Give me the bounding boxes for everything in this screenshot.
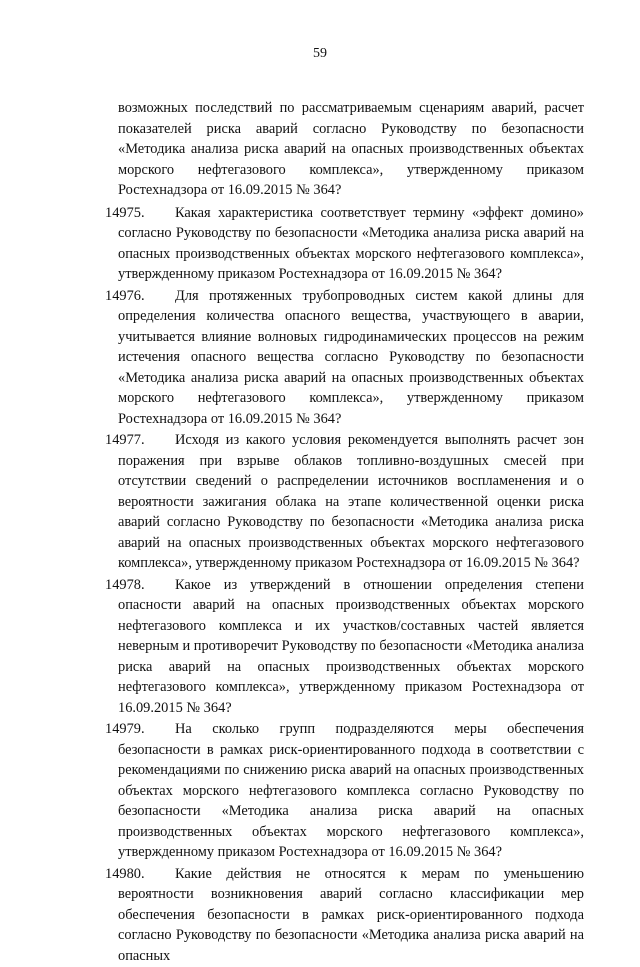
question-number: 14978. (105, 576, 145, 593)
continuation-paragraph: возможных последствий по рассматриваемым сценариям аварий, расчет показателей риска аварий согласно Руководству по безопасности «Методика анализа риска аварий на опасных производственных объектах морского нефтегазового комплекса», утвержденному приказом Ростехнадзора от 16.09.2015 № 364? (118, 100, 584, 198)
question-number: 14980. (105, 865, 145, 882)
question-text: Какие действия не относятся к мерам по уменьшению вероятности возникновения аварий согласно классификации мер обеспечения безопасности в рамках риск-ориентированного подхода согласно Руководству по безопасности «Методика анализа риска аварий на опасных (118, 865, 584, 964)
question-number: 14975. (105, 204, 145, 221)
question-item (105, 430, 584, 574)
question-text: Для протяженных трубопроводных систем какой длины для определения количества опасного вещества, участвующего в аварии, учитывается влияние волновых гидродинамических процессов на режим истечения опасного вещества согласно Руководству по безопасности «Методика анализа риска аварий на опасных производственных объектах морского нефтегазового комплекса», утвержденному приказом Ростехнадзора от 16.09.2015 № 364? (118, 287, 584, 427)
question-item (105, 575, 584, 719)
question-number: 14977. (105, 432, 145, 448)
question-text: Какое из утверждений в отношении определения степени опасности аварий на опасных производственных объектах морского нефтегазового комплекса и их участков/составных частей является неверным и противоречит Руководству по безопасности «Методика анализа риска аварий на опасных производственных объектах морского нефтегазового комплекса», утвержденному приказом Ростехнадзора от 16.09.2015 № 364? (118, 576, 584, 716)
question-number: 14976. (105, 287, 145, 304)
page-number: 59 (313, 46, 327, 61)
question-item (105, 864, 584, 967)
question-item (105, 286, 584, 430)
question-text: Какая характеристика соответствует термину «эффект домино» согласно Руководству по безопасности «Методика анализа риска аварий на опасных производственных объектах морского нефтегазового комплекса», утвержденному приказом Ростехнадзора от 16.09.2015 № 364? (118, 204, 584, 282)
question-item (105, 719, 584, 863)
document-body (105, 98, 584, 967)
question-text: Исходя из какого условия рекомендуется выполнять расчет зон поражения при взрыве облаков топливно-воздушных смесей при отсутствии сведений о распределении источников воспламенения и о вероятности зажигания облака на этапе количественной оценки риска аварий согласно Руководству по безопасности «Методика анализа риска аварий на опасных производственных объектах морского нефтегазового комплекса», утвержденному приказом Ростехнадзора от 16.09.2015 № 364? (118, 432, 584, 571)
question-text: На сколько групп подразделяются меры обеспечения безопасности в рамках риск-ориентированного подхода в соответствии с рекомендациями по снижению риска аварий на опасных производственных объектах морского нефтегазового комплекса согласно Руководству по безопасности «Методика анализа риска аварий на опасных производственных объектах морского нефтегазового комплекса», утвержденному приказом Ростехнадзора от 16.09.2015 № 364? (118, 721, 584, 860)
question-item (105, 203, 584, 285)
question-number: 14979. (105, 721, 145, 737)
